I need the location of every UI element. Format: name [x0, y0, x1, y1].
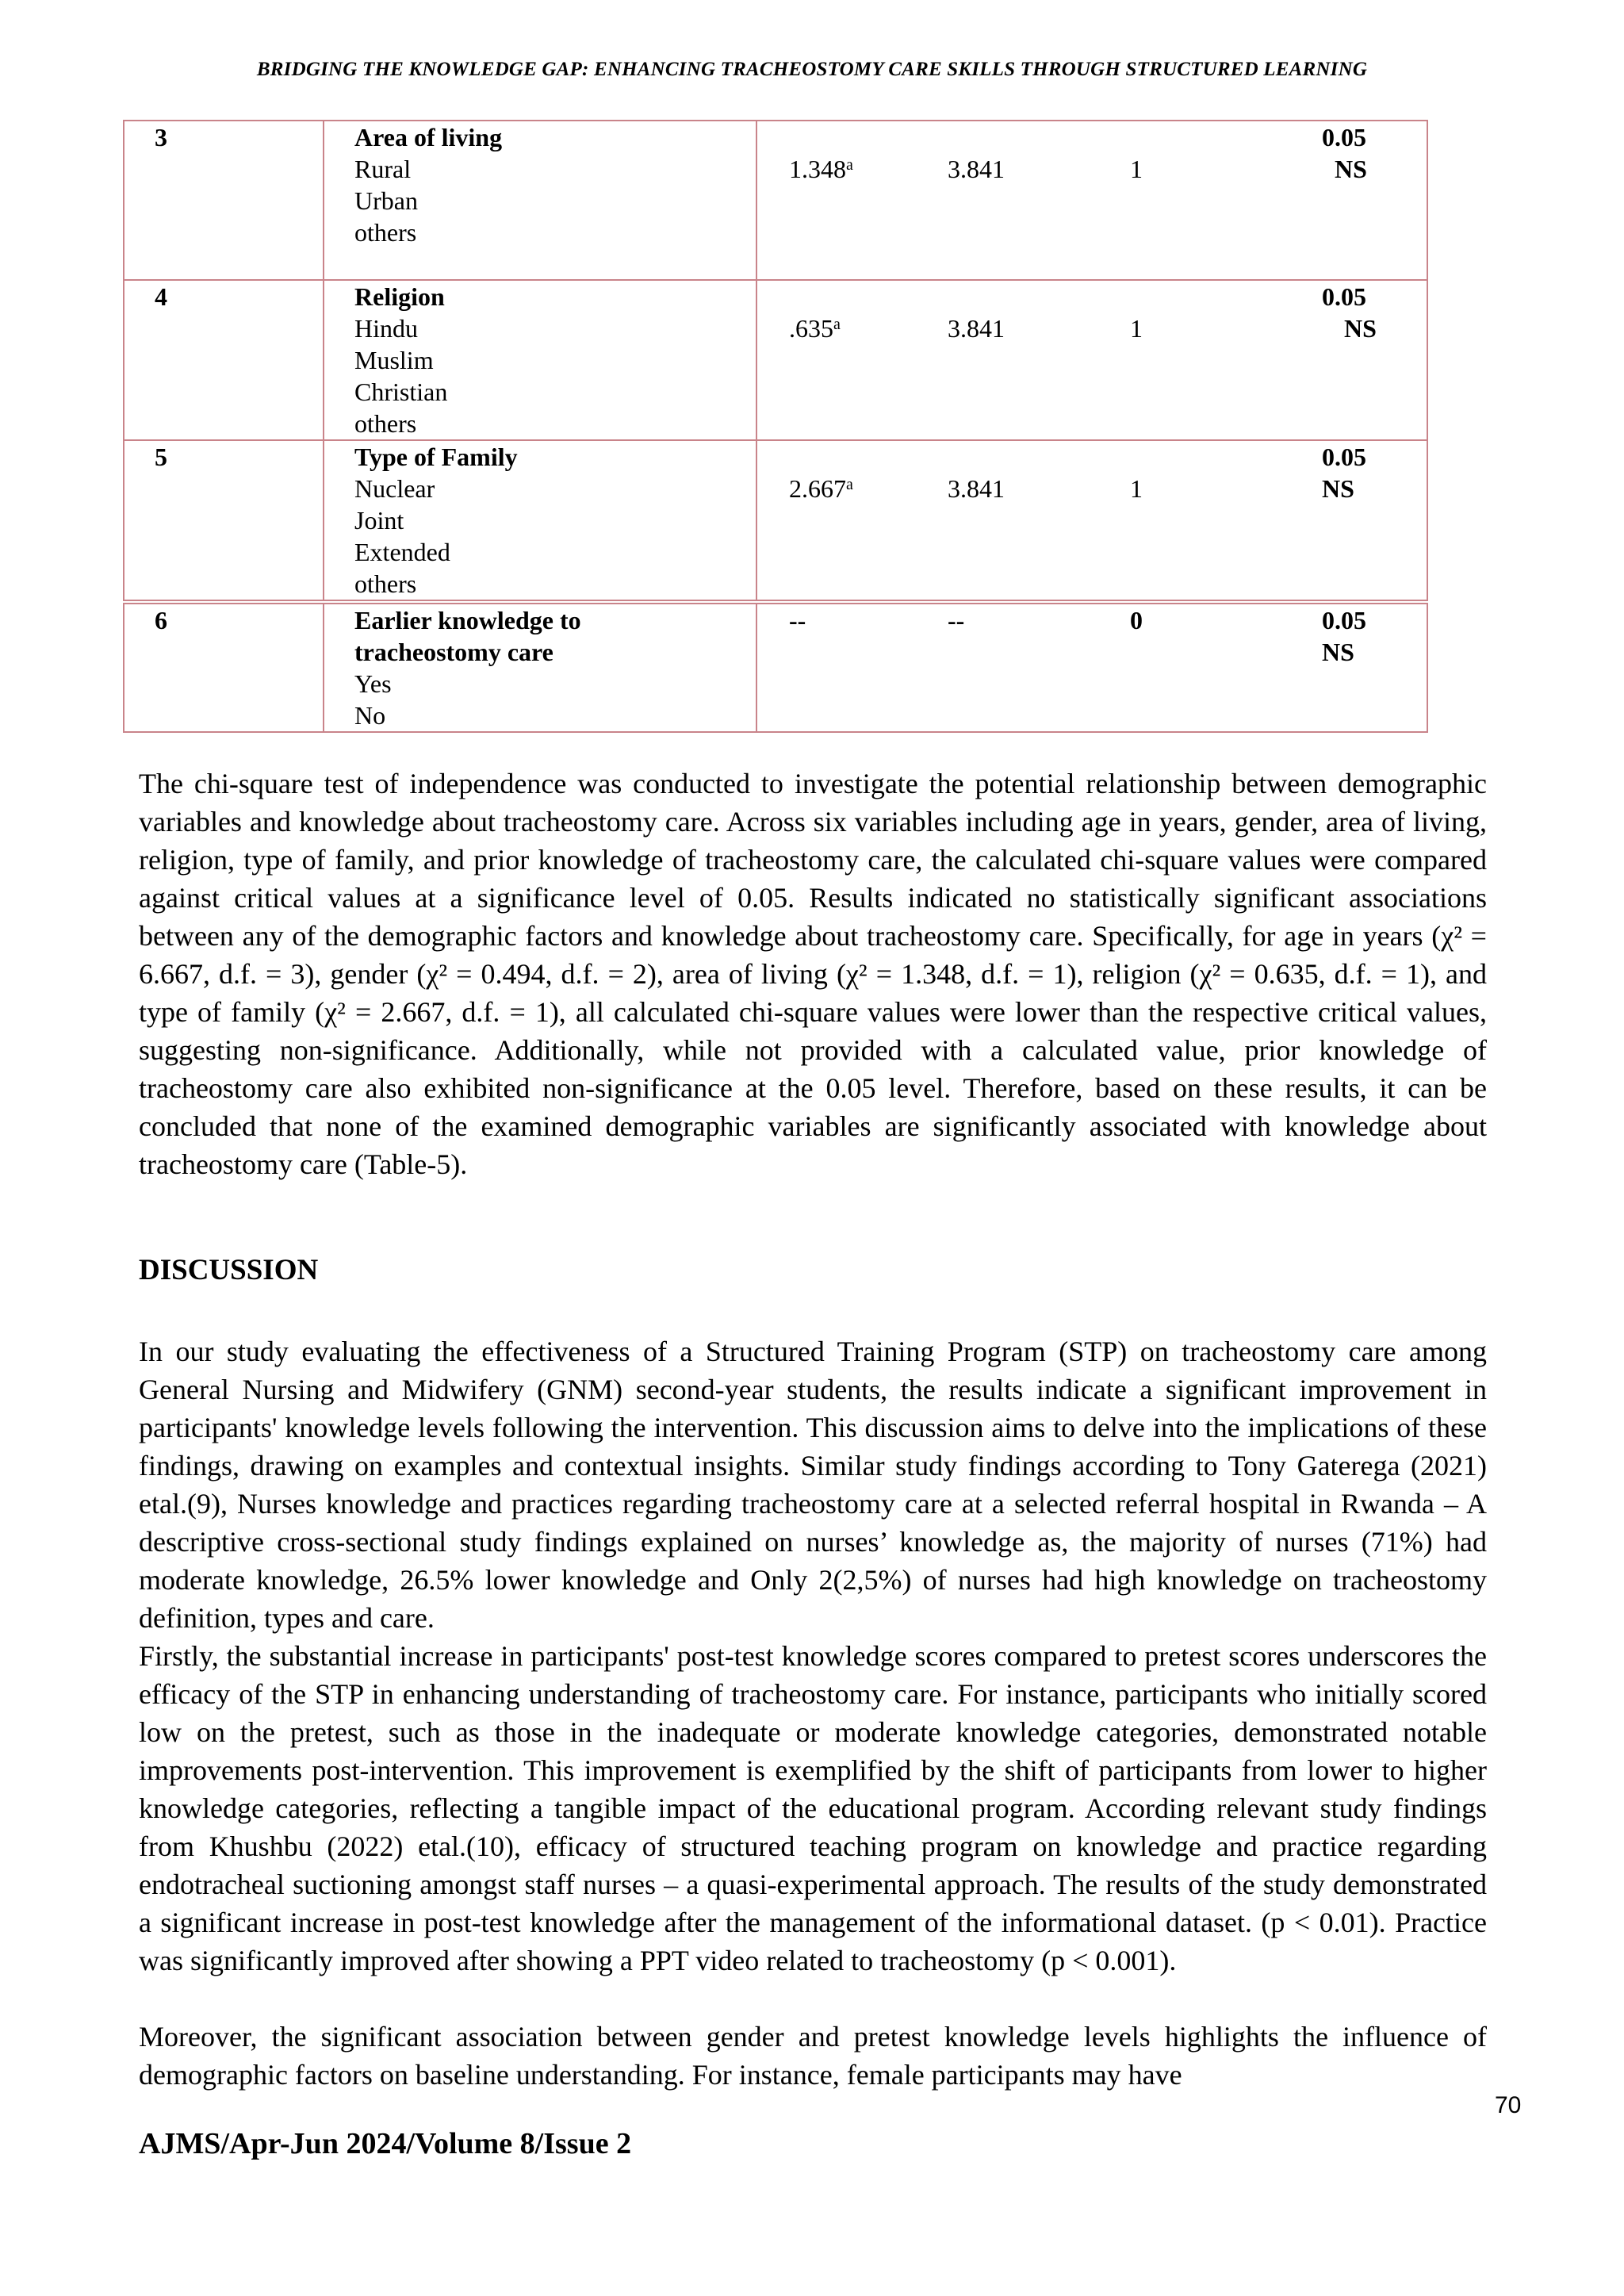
- significance-cell: [1225, 440, 1427, 602]
- page-number: 70: [1495, 2092, 1522, 2118]
- option-label: Urban: [354, 186, 418, 215]
- option-label: Muslim: [354, 346, 434, 374]
- chi-square-cell: [756, 440, 948, 602]
- critical-value: 3.841: [948, 440, 1130, 602]
- option-label: Extended: [354, 538, 450, 566]
- table-row: [124, 280, 1427, 440]
- option-label: Nuclear: [354, 474, 435, 503]
- row-number: 3: [124, 121, 324, 280]
- discussion-paragraph: Firstly, the substantial increase in participants' post-test knowledge scores compared to pretest scores underscores the efficacy of the STP in enhancing understanding of tracheostomy care. For instance, participants who initially scored low on the pretest, such as those in the inadequate or moderate knowledge categories, demonstrated notable improvements post-intervention. This improvement is exemplified by the shift of participants from lower to higher knowledge categories, reflecting a tangible impact of the educational program. According relevant study findings from Khushbu (2022) etal.(10), efficacy of structured teaching program on knowledge and practice regarding endotracheal suctioning amongst staff nurses – a quasi-experimental approach. The results of the study demonstrated a significant increase in post-test knowledge after the management of the informational dataset. (p < 0.01). Practice was significantly improved after showing a PPT video related to tracheostomy (p < 0.001).: [139, 1640, 1487, 1976]
- critical-value: --: [948, 602, 1130, 732]
- variable-cell: [324, 121, 756, 280]
- df-value: 0: [1130, 602, 1225, 732]
- variable-cell: [324, 440, 756, 602]
- discussion-paragraph: Moreover, the significant association between gender and pretest knowledge levels highlights the influence of demographic factors on baseline understanding. For instance, female participants may have: [139, 2021, 1487, 2091]
- significance-label: NS: [1335, 155, 1367, 183]
- significance-cell: [1225, 121, 1427, 280]
- significance-cell: [1225, 602, 1427, 732]
- variable-name: Type of Family: [354, 443, 518, 471]
- df-value: 1: [1130, 280, 1225, 440]
- significance-label: NS: [1322, 638, 1354, 666]
- chi-square-value: 1.348: [789, 155, 846, 183]
- row-number: 4: [124, 280, 324, 440]
- running-header: BRIDGING THE KNOWLEDGE GAP: ENHANCING TRACHEOSTOMY CARE SKILLS THROUGH STRUCTURED LEARNING: [256, 59, 1368, 80]
- variable-name: Religion: [354, 282, 445, 311]
- variable-cell: [324, 280, 756, 440]
- option-label: Christian: [354, 378, 448, 406]
- section-heading: DISCUSSION: [139, 1254, 319, 1286]
- row-number: 5: [124, 440, 324, 602]
- option-label: others: [354, 569, 417, 598]
- critical-value: 3.841: [948, 280, 1130, 440]
- df-value: 1: [1130, 440, 1225, 602]
- superscript: a: [846, 156, 853, 174]
- table-row: [124, 602, 1427, 732]
- option-label: others: [354, 409, 417, 438]
- variable-cell: [324, 602, 756, 732]
- variable-name: Area of living: [354, 123, 503, 151]
- chi-square-value: .635: [789, 314, 833, 343]
- variable-name-line2: tracheostomy care: [354, 638, 553, 666]
- option-label: others: [354, 218, 417, 247]
- p-level: 0.05: [1322, 282, 1366, 311]
- chi-square-cell: [756, 280, 948, 440]
- option-label: Hindu: [354, 314, 418, 343]
- p-level: 0.05: [1322, 606, 1366, 634]
- significance-label: NS: [1322, 474, 1354, 503]
- critical-value: 3.841: [948, 121, 1130, 280]
- option-label: Joint: [354, 506, 404, 535]
- association-table: [123, 120, 1428, 733]
- option-label: No: [354, 701, 386, 730]
- row-number: 6: [124, 602, 324, 732]
- p-level: 0.05: [1322, 443, 1366, 471]
- variable-name-line1: Earlier knowledge to: [354, 606, 581, 634]
- chi-square-cell: [756, 121, 948, 280]
- significance-label: NS: [1344, 314, 1377, 343]
- df-value: 1: [1130, 121, 1225, 280]
- superscript: a: [846, 476, 853, 493]
- discussion-paragraph: In our study evaluating the effectiveness of a Structured Training Program (STP) on tracheostomy care among General Nursing and Midwifery (GNM) second-year students, the results indicate a significant improvement in participants' knowledge levels following the intervention. This discussion aims to delve into the implications of these findings, drawing on examples and contextual insights. Similar study findings according to Tony Gaterega (2021) etal.(9), Nurses knowledge and practices regarding tracheostomy care at a selected referral hospital in Rwanda – A descriptive cross-sectional study findings explained on nurses’ knowledge as, the majority of nurses (71%) had moderate knowledge, 26.5% lower knowledge and Only 2(2,5%) of nurses had high knowledge on tracheostomy definition, types and care.: [139, 1336, 1487, 1634]
- table-row: [124, 440, 1427, 602]
- p-level: 0.05: [1322, 123, 1366, 151]
- chi-square-value: --: [756, 602, 948, 732]
- table-row: [124, 121, 1427, 280]
- results-paragraph: The chi-square test of independence was conducted to investigate the potential relationship between demographic variables and knowledge about tracheostomy care. Across six variables including age in years, gender, area of living, religion, type of family, and prior knowledge of tracheostomy care, the calculated chi-square values were compared against critical values at a significance level of 0.05. Results indicated no statistically significant associations between any of the demographic factors and knowledge about tracheostomy care. Specifically, for age in years (χ² = 6.667, d.f. = 3), gender (χ² = 0.494, d.f. = 2), area of living (χ² = 1.348, d.f. = 1), religion (χ² = 0.635, d.f. = 1), and type of family (χ² = 2.667, d.f. = 1), all calculated chi-square values were lower than the respective critical values, suggesting non-significance. Additionally, while not provided with a calculated value, prior knowledge of tracheostomy care also exhibited non-significance at the 0.05 level. Therefore, based on these results, it can be concluded that none of the examined demographic variables are significantly associated with knowledge about tracheostomy care (Table-5).: [139, 768, 1487, 1180]
- superscript: a: [833, 316, 841, 333]
- significance-cell: [1225, 280, 1427, 440]
- chi-square-value: 2.667: [789, 474, 846, 503]
- option-label: Yes: [354, 669, 392, 698]
- journal-footer: AJMS/Apr-Jun 2024/Volume 8/Issue 2: [139, 2127, 632, 2160]
- option-label: Rural: [354, 155, 412, 183]
